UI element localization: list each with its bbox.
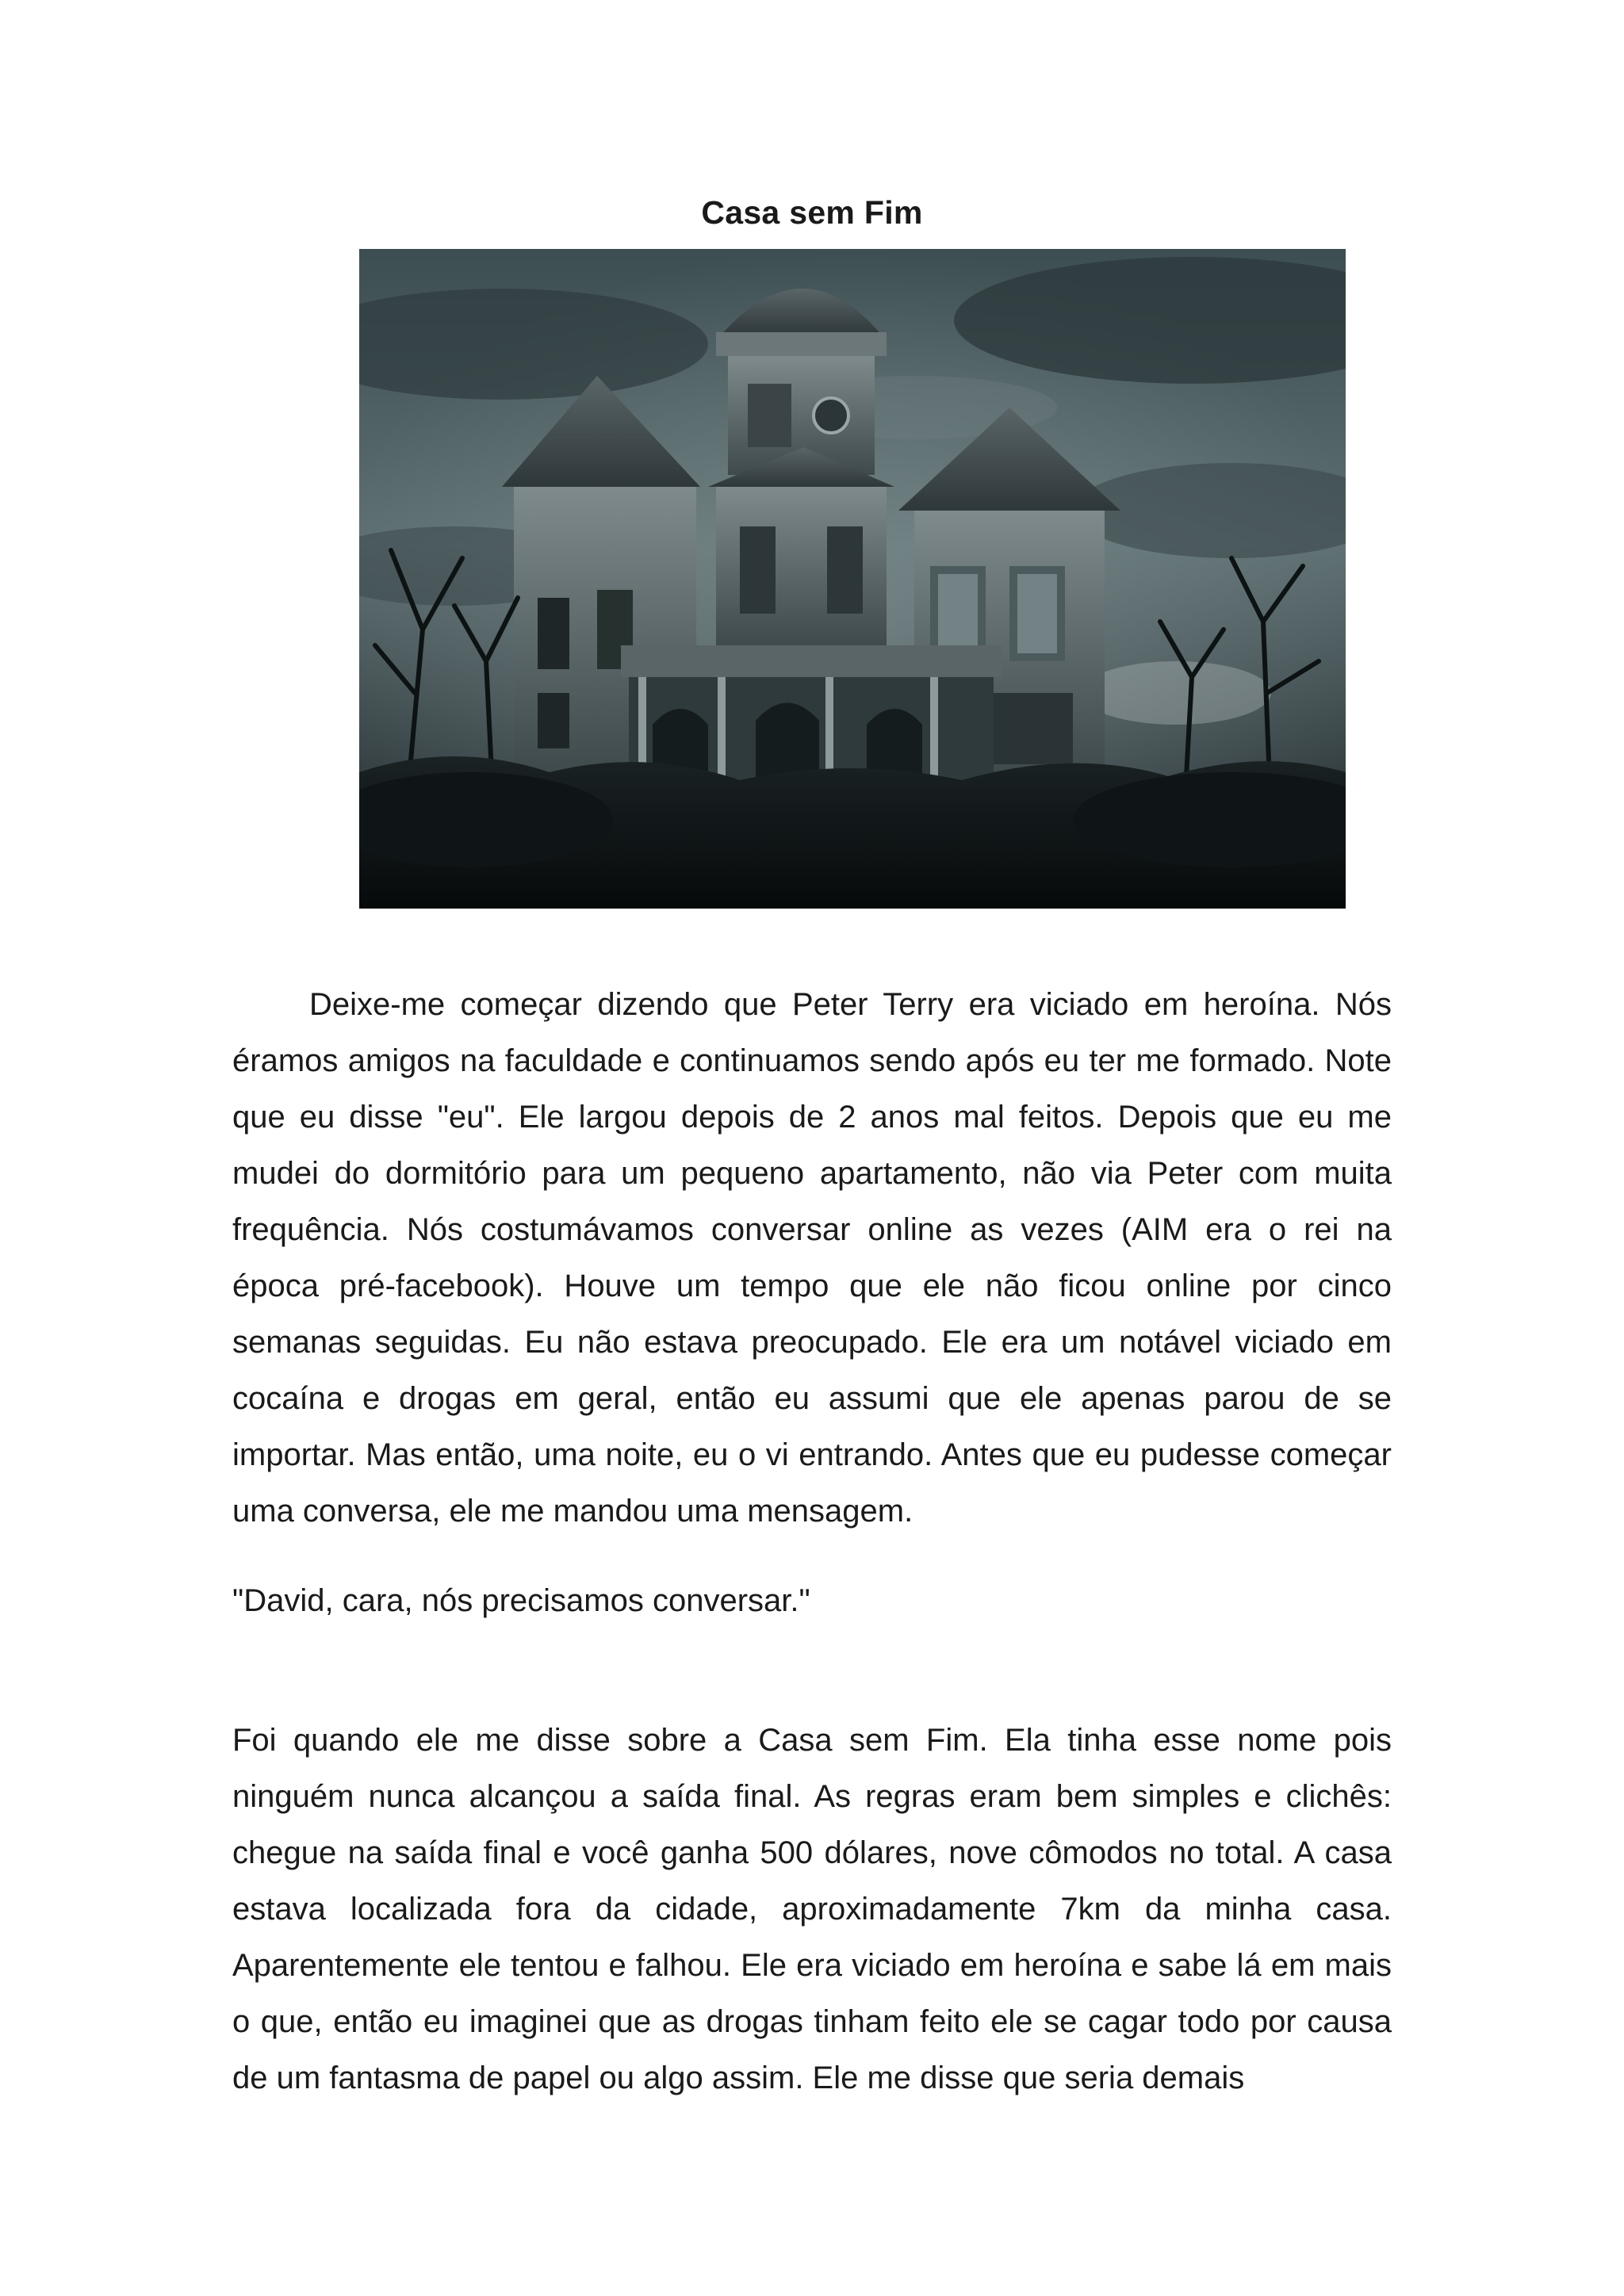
haunted-house-image — [359, 249, 1346, 909]
document-title: Casa sem Fim — [701, 194, 923, 231]
story-paragraph-3: Foi quando ele me disse sobre a Casa sem Fim. Ela tinha esse nome pois ninguém nunca alcançou a saída final. As regras eram bem simples e clichês: chegue na saída final e você ganha 500 dólares, nove cômodos no total. A casa estava localizada fora da cidade, aproximadamente 7km da minha casa. Aparentemente ele tentou e falhou. Ele era viciado em heroína e sabe lá em mais o que, então eu imaginei que as drogas tinham feito ele se cagar todo por causa de um fantasma de papel ou algo assim. Ele me disse que seria demais — [232, 1723, 1392, 2095]
story-paragraph-1: Deixe-me começar dizendo que Peter Terry era viciado em heroína. Nós éramos amigos na faculdade e continuamos sendo após eu ter me formado. Note que eu disse "eu". Ele largou depois de 2 anos mal feitos. Depois que eu me mudei do dormitório para um pequeno apartamento, não via Peter com muita frequência. Nós costumávamos conversar online as vezes (AIM era o rei na época pré-facebook). Houve um tempo que ele não ficou online por cinco semanas seguidas. Eu não estava preocupado. Ele era um notável viciado em cocaína e drogas em geral, então eu assumi que ele apenas parou de se importar. Mas então, uma noite, eu o vi entrando. Antes que eu pudesse começar uma conversa, ele me mandou uma mensagem. — [232, 987, 1392, 1529]
story-paragraph-2: "David, cara, nós precisamos conversar." — [232, 1583, 810, 1618]
